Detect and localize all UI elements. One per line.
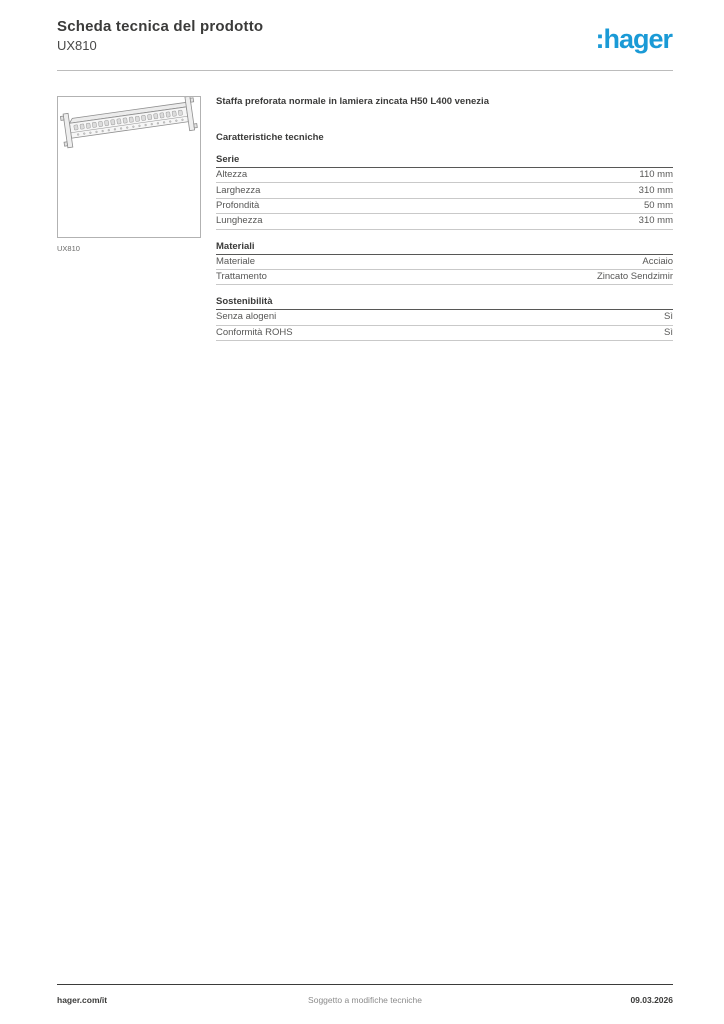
footer-note: Soggetto a modifiche tecniche — [308, 995, 422, 1005]
spec-label: Trattamento — [216, 271, 267, 283]
footer — [57, 995, 673, 1005]
page-title: Scheda tecnica del prodotto — [57, 18, 264, 35]
spec-row — [216, 168, 673, 183]
footer-date: 09.03.2026 — [630, 995, 673, 1005]
title-block — [57, 18, 263, 54]
hager-logo: :hager — [595, 24, 672, 54]
spec-value: 310 mm — [638, 184, 673, 196]
spec-label: Lunghezza — [216, 215, 263, 227]
spec-row — [216, 255, 673, 270]
spec-label: Profondità — [216, 199, 260, 211]
product-image-box — [57, 96, 201, 238]
product-description: Staffa preforata normale in lamiera zincata H50 L400 venezia — [216, 96, 489, 107]
spec-row — [216, 326, 673, 341]
spec-value: Acciaio — [642, 255, 673, 267]
spec-column — [216, 96, 673, 341]
spec-label: Conformità ROHS — [216, 326, 293, 338]
header-divider — [57, 70, 673, 71]
footer-website-link[interactable]: hager.com/it — [57, 995, 108, 1005]
characteristics-title: Caratteristiche tecniche — [216, 132, 324, 143]
spec-value: Sì — [664, 311, 673, 323]
spec-label: Altezza — [216, 169, 248, 181]
spec-value: Zincato Sendzimir — [596, 271, 673, 283]
spec-section-materiali — [216, 242, 673, 286]
spec-row — [216, 310, 673, 325]
section-title: Serie — [216, 155, 673, 168]
main-content — [57, 96, 673, 341]
spec-label: Larghezza — [216, 184, 261, 196]
product-image-column — [57, 96, 201, 341]
spec-label: Senza alogeni — [216, 311, 277, 323]
spec-row — [216, 270, 673, 285]
product-code-subtitle: UX810 — [57, 38, 97, 53]
product-image-caption: UX810 — [57, 244, 80, 253]
spec-value: 50 mm — [643, 199, 673, 211]
product-image — [58, 97, 200, 237]
spec-section-sostenibilita — [216, 297, 673, 341]
spec-label: Materiale — [216, 255, 256, 267]
footer-divider — [57, 984, 673, 985]
spec-row — [216, 214, 673, 229]
header — [57, 18, 672, 54]
spec-row — [216, 199, 673, 214]
spec-value: Sì — [664, 326, 673, 338]
section-title: Materiali — [216, 242, 673, 255]
spec-section-serie — [216, 155, 673, 230]
section-title: Sostenibilità — [216, 297, 673, 310]
spec-value: 310 mm — [638, 215, 673, 227]
spec-row — [216, 183, 673, 198]
spec-value: 110 mm — [639, 169, 673, 181]
